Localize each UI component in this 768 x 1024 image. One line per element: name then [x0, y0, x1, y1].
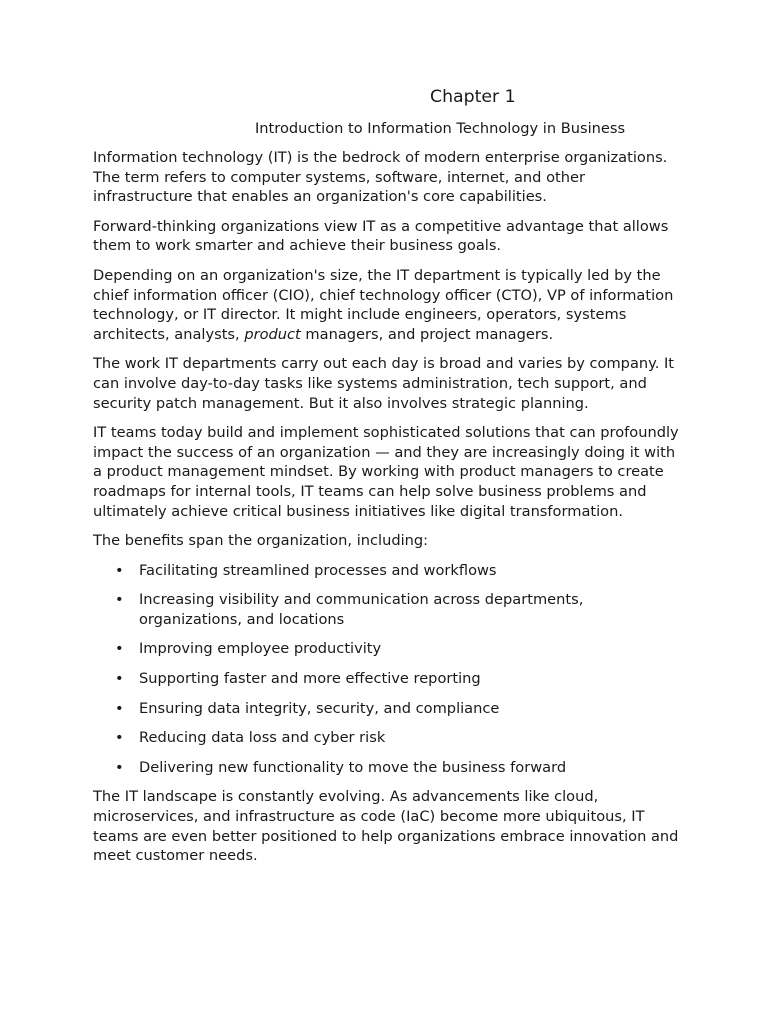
paragraph-text: managers, and project managers. [300, 325, 554, 343]
bullet-icon: • [115, 699, 124, 717]
paragraph: The IT landscape is constantly evolving. As advancements like cloud, microservices, and infrastructure as code (IaC) become more ubiquitous, IT teams are even better positioned to help organizations embrace innovation and meet customer needs. [93, 788, 679, 865]
bullet-icon: • [115, 640, 124, 658]
paragraph: The benefits span the organization, including: [93, 532, 429, 550]
list-item [93, 561, 683, 581]
paragraph: Information technology (IT) is the bedrock of modern enterprise organizations. The term refers to computer systems, software, internet, and other infrastructure that enables an organization's core capabilities. [93, 149, 668, 206]
paragraph-text: Depending on an organization's size, the IT department is typically led by the chief information officer (CIO), chief technology officer (CTO), VP of information technology, or IT director. It might include engineers, operators, systems architects, analysts, [93, 266, 674, 343]
paragraph [93, 266, 683, 344]
bullet-icon: • [115, 758, 124, 776]
bullet-icon: • [115, 561, 124, 579]
list-item [93, 728, 683, 748]
list-item [93, 699, 683, 719]
list-item-text: Delivering new functionality to move the business forward [139, 758, 567, 776]
list-item [93, 758, 683, 778]
list-item-text: Supporting faster and more effective reporting [139, 670, 481, 688]
chapter-subtitle: Introduction to Information Technology in Business [255, 120, 626, 137]
list-item [93, 590, 683, 629]
list-item-text: Ensuring data integrity, security, and compliance [139, 699, 500, 717]
chapter-title: Chapter 1 [430, 87, 516, 107]
paragraph: The work IT departments carry out each day is broad and varies by company. It can involve day-to-day tasks like systems administration, tech support, and security patch management. But it also involves strategic planning. [93, 355, 674, 412]
list-item [93, 639, 683, 659]
bullet-icon: • [115, 591, 124, 609]
paragraph: Forward-thinking organizations view IT as a competitive advantage that allows them to work smarter and achieve their business goals. [93, 217, 669, 255]
list-item-text: Improving employee productivity [139, 640, 382, 658]
list-item [93, 669, 683, 689]
bullet-icon: • [115, 670, 124, 688]
list-item-text: Facilitating streamlined processes and workflows [139, 561, 497, 579]
list-item-text: Reducing data loss and cyber risk [139, 729, 386, 747]
paragraph: IT teams today build and implement sophisticated solutions that can profoundly impact the success of an organization — and they are increasingly doing it with a product management mindset. By working with product managers to create roadmaps for internal tools, IT teams can help solve business problems and ultimately achieve critical business initiatives like digital transformation. [93, 424, 679, 520]
bullet-icon: • [115, 729, 124, 747]
emphasis-text: product [244, 325, 301, 343]
body-text [93, 148, 683, 876]
list-item-text: Increasing visibility and communication across departments, organizations, and locations [139, 591, 584, 628]
benefits-list [93, 561, 683, 778]
